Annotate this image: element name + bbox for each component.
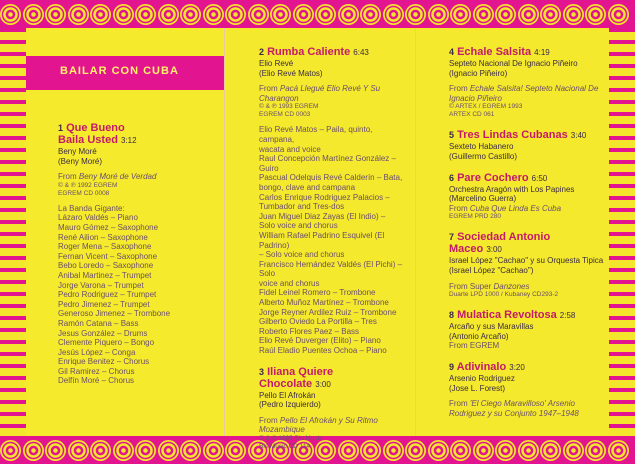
- ornament-ring: [135, 440, 156, 461]
- personnel-entry: Elio Revé Duverger (Elito) – Piano: [259, 336, 381, 346]
- personnel-list: [58, 204, 214, 386]
- ornament-ring: [608, 4, 629, 25]
- track-title: 7 Sociedad Antonio Maceo 3:00: [449, 231, 551, 256]
- ornament-ring: [68, 440, 89, 461]
- personnel-entry: Raul Concepción Martínez González – Guiro: [259, 154, 396, 173]
- ornament-ring: [563, 4, 584, 25]
- track-catalog: EGREM CD 0003: [259, 111, 311, 119]
- ornament-ring: [428, 440, 449, 461]
- ornamental-border-right: [609, 28, 635, 436]
- personnel-entry: Bebo Loredo – Saxophone: [58, 261, 154, 271]
- track-source: From Pello El Afrokán y Su Ritmo Mozambique: [259, 415, 378, 435]
- ornament-ring: [473, 4, 494, 25]
- track-7: [449, 231, 604, 299]
- personnel-entry: Lázaro Valdés – Piano: [58, 213, 138, 223]
- track-duration: 3:00: [315, 379, 331, 389]
- track-source: From Beny Moré de Verdad: [58, 172, 157, 182]
- track-title: 2 Rumba Caliente 6:43: [259, 46, 369, 58]
- track-number: 1: [58, 123, 64, 133]
- ornamental-border-left: [0, 28, 26, 436]
- personnel-entry: Jesus González – Drums: [58, 328, 148, 338]
- ornament-ring: [473, 440, 494, 461]
- personnel-entry: Pedro Rodriguez – Trumpet: [58, 290, 157, 300]
- track-1: [58, 122, 214, 386]
- track-6: [449, 172, 604, 222]
- ornament-ring: [585, 440, 606, 461]
- track-title-line-2: Baila Usted: [58, 134, 118, 146]
- personnel-entry: bongo, clave and campana: [259, 182, 356, 192]
- personnel-entry: Jorge Reyner Ardilez Ruiz – Trombone: [259, 307, 397, 317]
- ornament-ring: [203, 440, 224, 461]
- ornament-ring: [315, 4, 336, 25]
- ornament-ring: [450, 4, 471, 25]
- track-credit: © ARTEX / EGREM 1993: [449, 103, 523, 111]
- ornament-ring: [518, 440, 539, 461]
- ornament-ring: [540, 440, 561, 461]
- ornament-ring: [180, 440, 201, 461]
- track-catalog: ARTEX CD 061: [449, 111, 495, 119]
- track-performer: Israel López "Cachao" y su Orquesta Tipica: [449, 256, 604, 266]
- track-catalog: EGREM CD 0008: [58, 189, 110, 197]
- track-performer: Elio Revé: [259, 59, 294, 68]
- personnel-entry: Gilberto Oviedo La Portilla – Tres: [259, 317, 377, 327]
- ornament-ring: [45, 4, 66, 25]
- track-composer: (Marcelino Guerra): [449, 194, 517, 204]
- personnel-entry: Elio Revé Matos – Paila, quinto, campana,: [259, 125, 373, 144]
- track-performer: Pello El Afrokán: [259, 390, 316, 400]
- track-credit: © & ℗ 1992 EGREM: [58, 181, 118, 189]
- ornament-ring: [90, 440, 111, 461]
- track-performer: Arsenio Rodriguez: [449, 373, 515, 383]
- track-title: 4 Echale Salsita 4:19: [449, 46, 550, 58]
- track-title-line-1: Que Bueno: [66, 122, 125, 134]
- ornament-ring: [495, 440, 516, 461]
- track-composer: (Beny Moré): [58, 156, 103, 166]
- personnel-entry: Generoso Jimenez – Trombone: [58, 309, 171, 319]
- track-catalog: EGREM PRD 280: [449, 213, 502, 221]
- track-title: 6 Pare Cochero 6:50: [449, 171, 548, 184]
- ornament-ring: [360, 4, 381, 25]
- personnel-entry: Anibal Martinez – Trumpet: [58, 270, 152, 280]
- track-composer: (Antonio Arcaño): [449, 331, 509, 341]
- personnel-entry: Alberto Muñoz Martínez – Trombone: [259, 298, 389, 308]
- column-2: [224, 28, 415, 450]
- track-title: 5 Tres Lindas Cubanas 3:40: [449, 129, 587, 142]
- track-title: [58, 122, 214, 147]
- track-duration: 6:43: [353, 48, 369, 57]
- track-source: From Pacá Llegué Elio Revé Y Su Charangon: [259, 84, 381, 103]
- track-title: 3 Iliana Quiere Chocolate 3:00: [259, 365, 334, 390]
- track-5: [449, 129, 604, 161]
- ornament-ring: [135, 4, 156, 25]
- personnel-entry: William Rafael Padrino Esquivel (El Padrino): [259, 230, 385, 250]
- track-composer: (Jose L. Forest): [449, 383, 506, 393]
- ornament-ring: [158, 440, 179, 461]
- personnel-entry: Tumbador and Tres-dos: [259, 202, 345, 212]
- ornament-ring: [495, 4, 516, 25]
- track-source: From EGREM: [449, 341, 500, 351]
- ornamental-border-top: [0, 0, 635, 28]
- ornament-ring: [450, 440, 471, 461]
- personnel-entry: Jorge Varona – Trumpet: [58, 280, 144, 290]
- personnel-entry: Enrique Benitez – Chorus: [58, 357, 150, 367]
- personnel-entry: René Ailion – Saxophone: [58, 232, 148, 242]
- ornament-ring: [113, 4, 134, 25]
- ornament-ring: [540, 4, 561, 25]
- personnel-entry: Mauro Gómez – Saxophone: [58, 222, 159, 232]
- ornament-ring: [248, 4, 269, 25]
- personnel-entry: Jesús López – Conga: [58, 347, 136, 357]
- content-panel: [26, 28, 609, 450]
- ornament-ring: [90, 4, 111, 25]
- personnel-entry: Roberto Flores Paez – Bass: [259, 326, 360, 336]
- personnel-entry: Pascual Odelquis Revé Calderín – Bata,: [259, 173, 403, 183]
- track-performer: Arcaño y sus Maravillas: [449, 322, 534, 332]
- track-composer: (Pedro Izquierdo): [259, 400, 321, 410]
- track-source: From Super Danzones: [449, 281, 530, 291]
- ornament-ring: [608, 440, 629, 461]
- ornament-ring: [293, 4, 314, 25]
- personnel-entry: Clemente Piquero – Bongo: [58, 338, 155, 348]
- track-source: From 'El Ciego Maravilloso' Arsenio Rodriguez y su Conjunto 1947–1948: [449, 399, 579, 418]
- personnel-entry: Roger Mena – Saxophone: [58, 242, 152, 252]
- ornament-ring: [0, 4, 21, 25]
- ornament-ring: [23, 4, 44, 25]
- track-9: [449, 361, 604, 418]
- personnel-entry: Fernan Vicent – Saxophone: [58, 251, 158, 261]
- personnel-entry: Delfín Moré – Chorus: [58, 376, 135, 386]
- ornament-ring: [270, 4, 291, 25]
- track-credit: © & ℗ 1995 Bis Music: [259, 435, 323, 442]
- ornament-ring: [585, 4, 606, 25]
- personnel-entry: Fidel Leinel Romero – Trombone: [259, 288, 376, 298]
- personnel-entry: Pedro Jimenez – Trumpet: [58, 299, 150, 309]
- ornament-ring: [0, 440, 21, 461]
- ornament-ring: [563, 440, 584, 461]
- personnel-entry: Gil Ramirez – Chorus: [58, 366, 135, 376]
- ornament-ring: [23, 440, 44, 461]
- track-number: 2: [259, 47, 265, 57]
- column-3: [415, 28, 610, 436]
- personnel-entry: Ramón Catana – Bass: [58, 318, 139, 328]
- ornament-ring: [45, 440, 66, 461]
- track-performer: Orchestra Aragón with Los Papines: [449, 184, 575, 194]
- ornament-ring: [203, 4, 224, 25]
- track-8: [449, 309, 604, 351]
- ornament-ring: [338, 4, 359, 25]
- track-source: From Cuba Que Linda Es Cuba: [449, 203, 562, 213]
- track-title: 8 Mulatica Revoltosa 2:58: [449, 309, 576, 322]
- track-composer: (Guillermo Castillo): [449, 151, 518, 161]
- personnel-entry: wacata and voice: [259, 144, 321, 154]
- track-performer: Septeto Nacional De Ignacio Piñeiro: [449, 59, 578, 68]
- track-composer: (Elio Revé Matos): [259, 68, 323, 78]
- personnel-entry: Solo voice and chorus: [259, 221, 338, 231]
- track-catalog: Duarte LPD 1000 / Kubaney CD293-2: [449, 291, 559, 299]
- track-composer: (Israel López "Cachao"): [449, 265, 534, 275]
- ornament-ring: [158, 4, 179, 25]
- track-2: [259, 46, 407, 356]
- personnel-entry: Raúl Eladio Puentes Ochoa – Piano: [259, 346, 387, 356]
- ornament-ring: [405, 4, 426, 25]
- track-catalog: Bis Music CD 114: [259, 443, 311, 450]
- track-source: From Echale Salsita! Septeto Nacional De Ignacio Piñeiro: [449, 84, 599, 103]
- ornament-ring: [113, 440, 134, 461]
- personnel-entry: voice and chorus: [259, 278, 320, 288]
- ornament-ring: [383, 4, 404, 25]
- ornament-ring: [180, 4, 201, 25]
- track-number: 3: [259, 366, 265, 377]
- personnel-list: [259, 125, 407, 355]
- ornament-ring: [68, 4, 89, 25]
- track-credit: © & ℗ 1993 EGREM: [259, 103, 319, 111]
- brand-banner: [26, 56, 224, 90]
- personnel-entry: – Solo voice and chorus: [259, 250, 345, 260]
- personnel-entry: Juan Miguel Diaz Zayas (El Indio) –: [259, 211, 386, 221]
- track-3: [259, 366, 407, 451]
- track-4: [449, 46, 604, 119]
- personnel-entry: La Banda Gigante:: [58, 203, 125, 213]
- track-composer: (Ignacio Piñeiro): [449, 68, 508, 78]
- track-duration: 3:12: [120, 136, 137, 145]
- track-performer: Sexteto Habanero: [449, 142, 514, 152]
- personnel-entry: Francisco Hernández Valdés (El Pichi) – Solo: [259, 259, 403, 279]
- ornament-ring: [428, 4, 449, 25]
- ornament-ring: [518, 4, 539, 25]
- track-title: 9 Adivinalo 3:20: [449, 360, 525, 373]
- album-title: BAILAR CON CUBA: [60, 65, 179, 77]
- track-performer: Beny Moré: [58, 147, 97, 156]
- ornament-ring: [225, 4, 246, 25]
- column-1: [26, 28, 224, 436]
- personnel-entry: Carlos Enrique Rodriguez Palacios –: [259, 192, 390, 202]
